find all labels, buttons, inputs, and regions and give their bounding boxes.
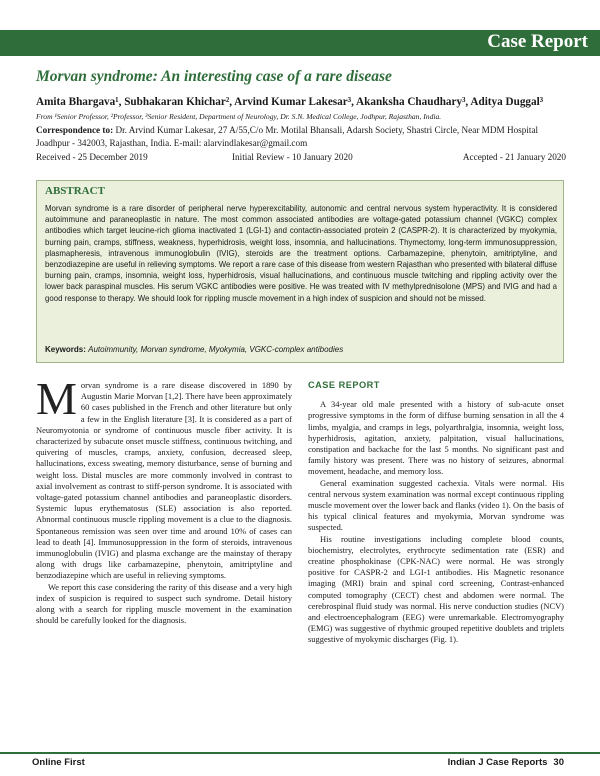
- abstract-heading: ABSTRACT: [45, 185, 105, 197]
- intro-paragraph: [36, 373, 292, 582]
- footer-journal: [442, 757, 564, 768]
- journal-name: Indian J Case Reports: [447, 757, 548, 768]
- article-title: Morvan syndrome: An interesting case of a rare disease: [36, 68, 392, 85]
- footer-online-first: Online First: [32, 757, 85, 768]
- article-dates: [36, 152, 566, 164]
- section-tag: Case Report: [487, 31, 588, 52]
- keywords-label: Keywords:: [45, 345, 86, 354]
- keywords-list: Autoimmunity, Morvan syndrome, Myokymia, VGKC-complex antibodies: [88, 345, 344, 354]
- case-report-heading: CASE REPORT: [308, 380, 380, 390]
- left-column: [36, 373, 292, 626]
- author-list: Amita Bhargava¹, Subhakaran Khichar², Arvind Kumar Lakesar³, Akanksha Chaudhary³, Aditya Duggal³: [36, 96, 544, 108]
- affiliations: From ¹Senior Professor, ²Professor, ³Senior Resident, Department of Neurology, Dr. S.N. Medical College, Jodhpur, Rajasthan, India.: [36, 112, 442, 121]
- case-paragraph-2: General examination suggested cachexia. Vitals were normal. His central nervous system examination was normal except continuous rippling muscle movement over the lower back and flanks (video 1). On the basis of his typical clinical features and myokymia, Morvan syndrome was suspected.: [308, 477, 564, 533]
- correspondence: [36, 124, 566, 149]
- abstract-box: [36, 180, 564, 363]
- page-number: 30: [553, 757, 564, 768]
- case-paragraph-3: His routine investigations including complete blood counts, biochemistry, electrolytes, erythrocyte sedimentation rate (ESR) and creatine phosphokinase (CPK-NAC) were normal. He was strongly positive for CASPR-2 and LGI-1 antibodies. His Magnetic resonance imaging (MRI) brain and spinal cord screening, Contrast-enhanced computed tomography (CECT) chest and abdomen were normal. The cerebrospinal fluid study was normal. His nerve conduction studies (NCV) and electroencephalogram (EEG) were unremarkable. Electromyography (EMG) was suggestive of rhythmic grouped repetitive doublets and triplets suggestive of myokymic discharges (Fig. 1).: [308, 533, 564, 645]
- keywords: [45, 345, 557, 354]
- abstract-text: Morvan syndrome is a rare disorder of peripheral nerve hyperexcitability, autonomic and central nervous system hyperactivity. It is considered autoimmune and paraneoplastic in nature. The most common associated antibodies are voltage-gated potassium channel (VGKC) complex antibodies which target leucine-rich glioma inactivated 1 (LGI-1) and contactin-associated protein 2 (CASPR-2). It is characterized by myokymia, burning pain, cramps, stiffness, weakness, hyperhidrosis, weight loss, insomnia, and hallucinations. Thymectomy, long-term immunosuppression, plasmapheresis, intravenous immunoglobulin (IVIG), steroids are the treatment options. Carbamazepine, phenytoin, amitriptyline, and benzodiazepine are useful in relieving symptoms. We report a rare case of this disease from western Rajasthan who presented with bilateral diffuse burning pain, cramps, insomnia, weight loss, hyperhidrosis, visual hallucinations, and continuous muscle twitching and rippling activity over the lower back paraspinal muscles. His serum VGKC antibodies were positive. He was treated with IV methylprednisolone (MPS) and IVIG and had a good response to therapy. We should look for rippling muscle movement in a high index of suspicion and should not be missed.: [45, 204, 557, 303]
- correspondence-text: Dr. Arvind Kumar Lakesar, 27 A/55,C/o Mr. Motilal Bhansali, Adarsh Society, Shastri Circle, Near MDM Hospital Joadhpur - 342003, Rajasthan, India. E-mail: alarvindlakesar@gmail.com: [36, 125, 539, 148]
- initial-review-date: Initial Review - 10 January 2020: [232, 152, 353, 162]
- footer-rule: [0, 752, 600, 754]
- case-paragraph-1: A 34-year old male presented with a history of sub-acute onset progressive symptoms in the form of diffuse burning sensation in all the 4 limbs, myalgia, and cramps in legs, polyarthralgia, insomnia, weight loss, hyperhidrosis, agitation, anxiety, palpitation, visual hallucinations, constipation and backache for the last 5 months. No significant past and family history was present. There was no history of seizures, abnormal movement, headache, and memory loss.: [308, 399, 564, 477]
- received-date: Received - 25 December 2019: [36, 152, 148, 162]
- accepted-date: Accepted - 21 January 2020: [462, 152, 566, 162]
- section-banner: [0, 30, 600, 56]
- correspondence-label: Correspondence to:: [36, 125, 114, 135]
- drop-cap: M: [36, 373, 77, 424]
- right-column: [308, 380, 564, 646]
- intro-paragraph-2: We report this case considering the rarity of this disease and a very high index of suspicion is required to suspect such syndrome. Detail history along with a search for rippling muscle movement in the examination should be carefully looked for the diagnosis.: [36, 581, 292, 626]
- intro-text: orvan syndrome is a rare disease discovered in 1890 by Augustin Marie Morvan [1,2]. There have been approximately 60 cases published in the French and other literature but only a few in the English literature [3]. It is considered as a part of Neuromyotonia or syndrome of continuous muscle fiber activity. It is characterized by subacute onset muscle stiffness, continuous twitching, and quivering of muscles, cramps, anxiety, confusion, decreased sleep, hallucinations, excess sweating, memory disturbance, sense of burning and weight loss. Distal muscles are more commonly involved in contrast to axial involvement as contrast to stiff-person syndrome. It is associated with voltage-gated potassium channel antibodies and paraneoplastic disorders. Systemic lupus erythematosus (SLE) association is also reported. Abnormal continuous muscle rippling movement is a clue to the diagnosis. Spontaneous remission was seen over time and around 10% of cases can lead to death [4]. Immunosuppression in the form of steroids, intravenous immunoglobulin (IVIG) and plasma exchange are the mainstay of therapy along with drugs like carbamazepine, phenytoin, amitriptyline and benzodiazepine which are useful in relieving symptoms.: [36, 380, 292, 581]
